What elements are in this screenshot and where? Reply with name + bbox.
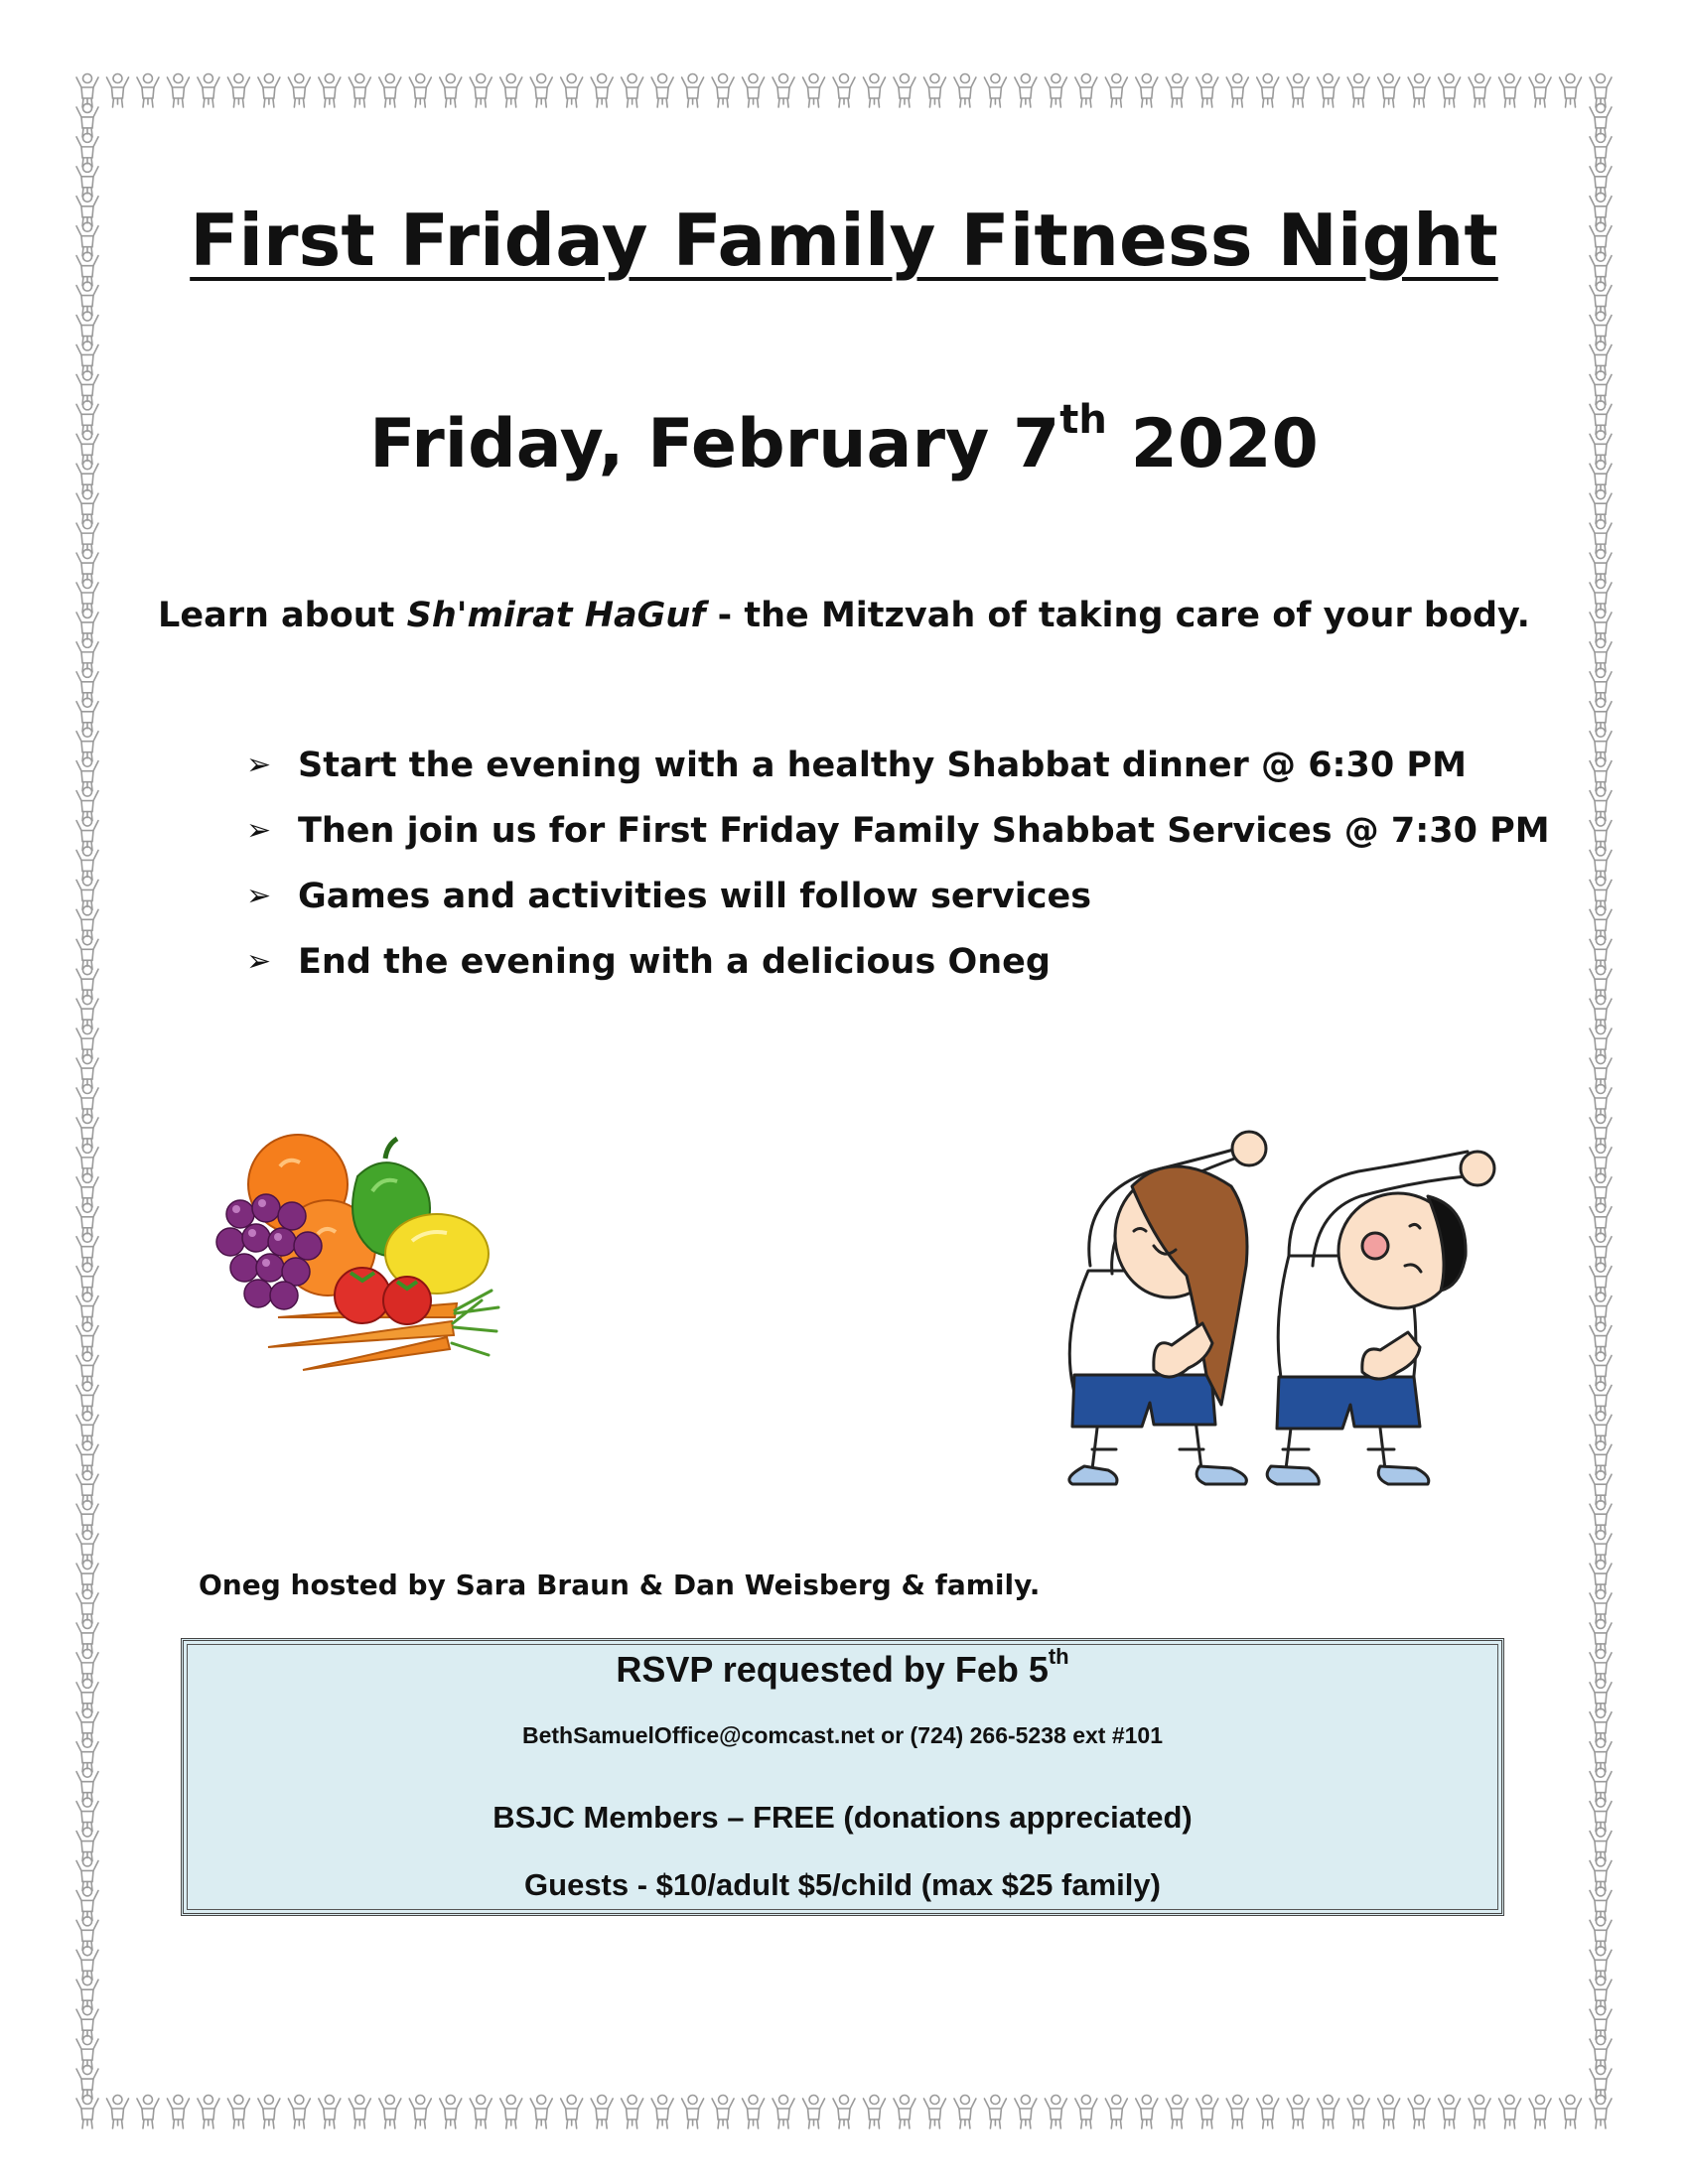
stick-figure-icon <box>76 371 98 405</box>
stick-figure-icon <box>1590 312 1612 345</box>
stick-figure-icon <box>76 906 98 940</box>
stick-figure-icon <box>1590 74 1612 108</box>
stick-figure-icon <box>76 1293 98 1326</box>
stick-figure-icon <box>651 74 673 108</box>
stick-figure-icon <box>954 2096 976 2129</box>
stick-figure-icon <box>1590 133 1612 167</box>
stick-figure-icon <box>1287 74 1309 108</box>
stick-figure-icon <box>76 490 98 524</box>
stick-figure-icon <box>76 1828 98 1861</box>
stick-figure-icon <box>76 1857 98 1891</box>
stick-figure-icon <box>137 74 159 108</box>
stick-figure-icon <box>1590 490 1612 524</box>
stick-figure-icon <box>1590 1857 1612 1891</box>
stick-figure-icon <box>530 74 552 108</box>
stick-figure-icon <box>1590 936 1612 970</box>
stick-figure-icon <box>76 282 98 316</box>
stick-figure-icon <box>167 74 189 108</box>
stick-figure-icon <box>1469 74 1490 108</box>
stick-figure-icon <box>591 2096 613 2129</box>
stick-figure-icon <box>1015 2096 1037 2129</box>
stick-figure-icon <box>1257 2096 1279 2129</box>
stick-figure-icon <box>1226 74 1248 108</box>
stick-figure-icon <box>76 1887 98 1921</box>
stick-figure-icon <box>1590 728 1612 761</box>
stick-figure-icon <box>76 1708 98 1742</box>
rsvp-heading: RSVP requested by Feb 5th <box>616 1644 1069 1690</box>
stick-figure-icon <box>76 341 98 375</box>
stick-figure-icon <box>440 74 462 108</box>
stick-figure-icon <box>1439 74 1461 108</box>
stick-figure-icon <box>76 1233 98 1267</box>
stick-figure-icon <box>1590 1025 1612 1059</box>
stick-figure-icon <box>1590 2066 1612 2100</box>
stick-figure-icon <box>76 2096 98 2129</box>
stick-figure-icon <box>1347 74 1369 108</box>
stick-figure-icon <box>258 74 280 108</box>
stick-figure-icon <box>349 74 370 108</box>
stick-figure-icon <box>682 2096 704 2129</box>
stick-figure-icon <box>894 2096 915 2129</box>
stick-figure-icon <box>1590 757 1612 791</box>
stick-figure-icon <box>1590 1798 1612 1832</box>
stick-figure-icon <box>1318 74 1339 108</box>
stick-figure-icon <box>1590 698 1612 732</box>
stick-figure-icon <box>1590 1322 1612 1356</box>
stick-figure-icon <box>76 133 98 167</box>
stick-figure-icon <box>1590 787 1612 821</box>
kids-stretching-illustration <box>1053 1097 1529 1504</box>
stick-figure-icon <box>409 74 431 108</box>
arrow-bullet-icon: ➢ <box>246 813 272 848</box>
list-item: ➢ End the evening with a delicious Oneg <box>246 929 1550 995</box>
stick-figure-icon <box>1590 2036 1612 2070</box>
stick-figure-icon <box>863 2096 885 2129</box>
stick-figure-icon <box>76 1947 98 1980</box>
stick-figure-icon <box>1136 2096 1158 2129</box>
stick-figure-icon <box>76 1738 98 1772</box>
stick-figure-icon <box>137 2096 159 2129</box>
stick-figure-icon <box>76 2066 98 2100</box>
stick-figure-icon <box>1590 1501 1612 1535</box>
oneg-host-note: Oneg hosted by Sara Braun & Dan Weisberg & family. <box>199 1569 1041 1601</box>
stick-figure-icon <box>76 2006 98 2040</box>
stick-figure-icon <box>743 74 765 108</box>
stick-figure-icon <box>561 2096 583 2129</box>
stick-figure-icon <box>379 74 401 108</box>
stick-figure-icon <box>1590 1412 1612 1445</box>
stick-figure-icon <box>76 1531 98 1565</box>
stick-figure-icon <box>76 1173 98 1207</box>
list-item: ➢ Then join us for First Friday Family Shabbat Services @ 7:30 PM <box>246 798 1550 864</box>
stick-figure-icon <box>773 74 794 108</box>
stick-figure-icon <box>1560 2096 1582 2129</box>
stick-figure-icon <box>1590 550 1612 584</box>
stick-figure-icon <box>1136 74 1158 108</box>
stick-figure-icon <box>1590 1768 1612 1802</box>
stick-figure-icon <box>1590 2006 1612 2040</box>
stick-figure-icon <box>106 2096 128 2129</box>
list-item: ➢ Games and activities will follow services <box>246 864 1550 929</box>
stick-figure-icon <box>470 2096 492 2129</box>
stick-figure-icon <box>833 74 855 108</box>
stick-figure-icon <box>1590 1293 1612 1326</box>
stick-figure-icon <box>76 520 98 554</box>
stick-figure-icon <box>1287 2096 1309 2129</box>
stick-figure-icon <box>349 2096 370 2129</box>
stick-figure-icon <box>76 877 98 910</box>
stick-figure-icon <box>1590 1738 1612 1772</box>
stick-figure-icon <box>198 2096 219 2129</box>
stick-figure-icon <box>1590 520 1612 554</box>
stick-figure-icon <box>76 757 98 791</box>
stick-figure-icon <box>894 74 915 108</box>
stick-figure-icon <box>76 698 98 732</box>
arrow-bullet-icon: ➢ <box>246 748 272 782</box>
stick-figure-icon <box>379 2096 401 2129</box>
stick-figure-icon <box>712 74 734 108</box>
stick-figure-icon <box>500 74 522 108</box>
stick-figure-icon <box>1590 817 1612 851</box>
stick-figure-icon <box>288 2096 310 2129</box>
stick-figure-icon <box>1590 1085 1612 1119</box>
event-schedule-list <box>246 733 1550 995</box>
stick-figure-icon <box>288 74 310 108</box>
stick-figure-icon <box>500 2096 522 2129</box>
rsvp-box <box>181 1638 1504 1916</box>
stick-figure-icon <box>743 2096 765 2129</box>
stick-figure-icon <box>1590 1887 1612 1921</box>
stick-figure-icon <box>76 1144 98 1177</box>
stick-figure-icon <box>76 1561 98 1594</box>
stick-figure-icon <box>1590 906 1612 940</box>
stick-figure-icon <box>1590 103 1612 137</box>
stick-figure-icon <box>76 1263 98 1297</box>
stick-figure-icon <box>1015 74 1037 108</box>
stick-figure-icon <box>1590 1055 1612 1089</box>
stick-figure-icon <box>1590 1828 1612 1861</box>
stick-figure-icon <box>76 638 98 672</box>
stick-figure-icon <box>76 817 98 851</box>
stick-figure-icon <box>1590 1471 1612 1505</box>
stick-figure-icon <box>76 1322 98 1356</box>
stick-figure-icon <box>76 1977 98 2010</box>
stick-figure-icon <box>591 74 613 108</box>
stick-figure-icon <box>1590 1977 1612 2010</box>
stick-figure-icon <box>1590 1144 1612 1177</box>
stick-figure-icon <box>1590 996 1612 1029</box>
stick-figure-icon <box>1166 74 1188 108</box>
stick-figure-icon <box>76 1025 98 1059</box>
stick-figure-icon <box>1590 847 1612 881</box>
stick-figure-icon <box>76 668 98 702</box>
stick-figure-icon <box>76 728 98 761</box>
stick-figure-icon <box>1378 74 1400 108</box>
stick-figure-icon <box>76 103 98 137</box>
stick-figure-icon <box>76 936 98 970</box>
stick-figure-icon <box>923 2096 945 2129</box>
stick-figure-icon <box>76 1114 98 1148</box>
stick-figure-icon <box>1499 74 1521 108</box>
stick-figure-icon <box>1439 2096 1461 2129</box>
rsvp-contact: BethSamuelOffice@comcast.net or (724) 266-5238 ext #101 <box>522 1722 1163 1748</box>
stick-figure-icon <box>1590 371 1612 405</box>
stick-figure-icon <box>76 312 98 345</box>
stick-figure-icon <box>76 1203 98 1237</box>
stick-figure-icon <box>76 1441 98 1475</box>
stick-figure-icon <box>1590 1382 1612 1416</box>
stick-figure-icon <box>712 2096 734 2129</box>
stick-figure-icon <box>773 2096 794 2129</box>
stick-figure-icon <box>76 1382 98 1416</box>
stick-figure-icon <box>1590 668 1612 702</box>
stick-figure-icon <box>923 74 945 108</box>
stick-figure-icon <box>1469 2096 1490 2129</box>
stick-figure-icon <box>1590 638 1612 672</box>
stick-figure-icon <box>984 74 1006 108</box>
rsvp-guests-price: Guests - $10/adult $5/child (max $25 family) <box>524 1867 1161 1902</box>
stick-figure-icon <box>258 2096 280 2129</box>
stick-figure-icon <box>803 2096 825 2129</box>
stick-figure-icon <box>198 74 219 108</box>
stick-figure-icon <box>1318 2096 1339 2129</box>
stick-figure-icon <box>682 74 704 108</box>
stick-figure-icon <box>1590 1352 1612 1386</box>
stick-figure-icon <box>1590 1531 1612 1565</box>
stick-figure-icon <box>76 847 98 881</box>
stick-figure-icon <box>76 1649 98 1683</box>
stick-figure-icon <box>1590 163 1612 197</box>
stick-figure-icon <box>1590 1441 1612 1475</box>
stick-figure-icon <box>76 1917 98 1951</box>
stick-figure-icon <box>1166 2096 1188 2129</box>
stick-figure-icon <box>440 2096 462 2129</box>
stick-figure-icon <box>319 74 341 108</box>
stick-figure-icon <box>106 74 128 108</box>
fruits-vegetables-illustration <box>209 1097 506 1380</box>
stick-figure-icon <box>1196 74 1218 108</box>
stick-figure-icon <box>1590 1233 1612 1267</box>
stick-figure-icon <box>561 74 583 108</box>
stick-figure-icon <box>1560 74 1582 108</box>
stick-figure-icon <box>76 1055 98 1089</box>
stick-figure-icon <box>1590 1114 1612 1148</box>
stick-figure-icon <box>227 2096 249 2129</box>
stick-figure-icon <box>76 1085 98 1119</box>
stick-figure-icon <box>1590 1561 1612 1594</box>
stick-figure-icon <box>76 1798 98 1832</box>
stick-figure-icon <box>1499 2096 1521 2129</box>
stick-figure-icon <box>1590 1590 1612 1624</box>
stick-figure-icon <box>76 1501 98 1535</box>
stick-figure-icon <box>833 2096 855 2129</box>
arrow-bullet-icon: ➢ <box>246 879 272 913</box>
event-date: Friday, February 7th 2020 <box>369 397 1319 483</box>
stick-figure-icon <box>319 2096 341 2129</box>
stick-figure-icon <box>76 966 98 1000</box>
stick-figure-icon <box>1226 2096 1248 2129</box>
stick-figure-icon <box>622 2096 643 2129</box>
stick-figure-icon <box>227 74 249 108</box>
intro-text: Learn about Sh'mirat HaGuf - the Mitzvah of taking care of your body. <box>158 596 1530 635</box>
stick-figure-icon <box>76 996 98 1029</box>
stick-figure-icon <box>1408 74 1430 108</box>
stick-figure-icon <box>622 74 643 108</box>
stick-figure-icon <box>1045 2096 1066 2129</box>
stick-figure-icon <box>1590 341 1612 375</box>
stick-figure-icon <box>1590 1708 1612 1742</box>
stick-figure-icon <box>1408 2096 1430 2129</box>
stick-figure-icon <box>1257 74 1279 108</box>
rsvp-members-price: BSJC Members – FREE (donations appreciated) <box>492 1800 1193 1835</box>
stick-figure-icon <box>1590 1649 1612 1683</box>
stick-figure-icon <box>984 2096 1006 2129</box>
stick-figure-icon <box>1590 2096 1612 2129</box>
stick-figure-icon <box>76 1471 98 1505</box>
stick-figure-icon <box>76 2036 98 2070</box>
stick-figure-icon <box>1196 2096 1218 2129</box>
flyer-title: First Friday Family Fitness Night <box>190 199 1498 282</box>
stick-figure-icon <box>1590 1173 1612 1207</box>
stick-figure-icon <box>803 74 825 108</box>
stick-figure-icon <box>76 787 98 821</box>
stick-figure-icon <box>1590 877 1612 910</box>
stick-figure-icon <box>76 1412 98 1445</box>
stick-figure-icon <box>409 2096 431 2129</box>
stick-figure-icon <box>76 1768 98 1802</box>
stick-figure-icon <box>76 74 98 108</box>
stick-figure-icon <box>1075 2096 1097 2129</box>
stick-figure-icon <box>863 74 885 108</box>
stick-figure-icon <box>167 2096 189 2129</box>
stick-figure-icon <box>1590 282 1612 316</box>
stick-figure-icon <box>76 1679 98 1712</box>
list-item: ➢ Start the evening with a healthy Shabbat dinner @ 6:30 PM <box>246 733 1550 798</box>
stick-figure-icon <box>1590 1203 1612 1237</box>
stick-figure-icon <box>1590 966 1612 1000</box>
stick-figure-icon <box>1529 2096 1551 2129</box>
stick-figure-icon <box>76 1352 98 1386</box>
stick-figure-icon <box>1590 1917 1612 1951</box>
stick-figure-icon <box>1378 2096 1400 2129</box>
stick-figure-icon <box>954 74 976 108</box>
stick-figure-icon <box>1529 74 1551 108</box>
stick-figure-icon <box>1105 2096 1127 2129</box>
stick-figure-icon <box>1590 1679 1612 1712</box>
stick-figure-icon <box>1075 74 1097 108</box>
stick-figure-icon <box>1590 1263 1612 1297</box>
stick-figure-icon <box>1105 74 1127 108</box>
arrow-bullet-icon: ➢ <box>246 944 272 979</box>
stick-figure-icon <box>1590 1619 1612 1653</box>
stick-figure-icon <box>470 74 492 108</box>
stick-figure-icon <box>76 163 98 197</box>
stick-figure-icon <box>651 2096 673 2129</box>
stick-figure-icon <box>76 1619 98 1653</box>
stick-figure-icon <box>76 550 98 584</box>
stick-figure-icon <box>1347 2096 1369 2129</box>
stick-figure-icon <box>76 1590 98 1624</box>
stick-figure-icon <box>1045 74 1066 108</box>
stick-figure-icon <box>530 2096 552 2129</box>
stick-figure-icon <box>1590 1947 1612 1980</box>
